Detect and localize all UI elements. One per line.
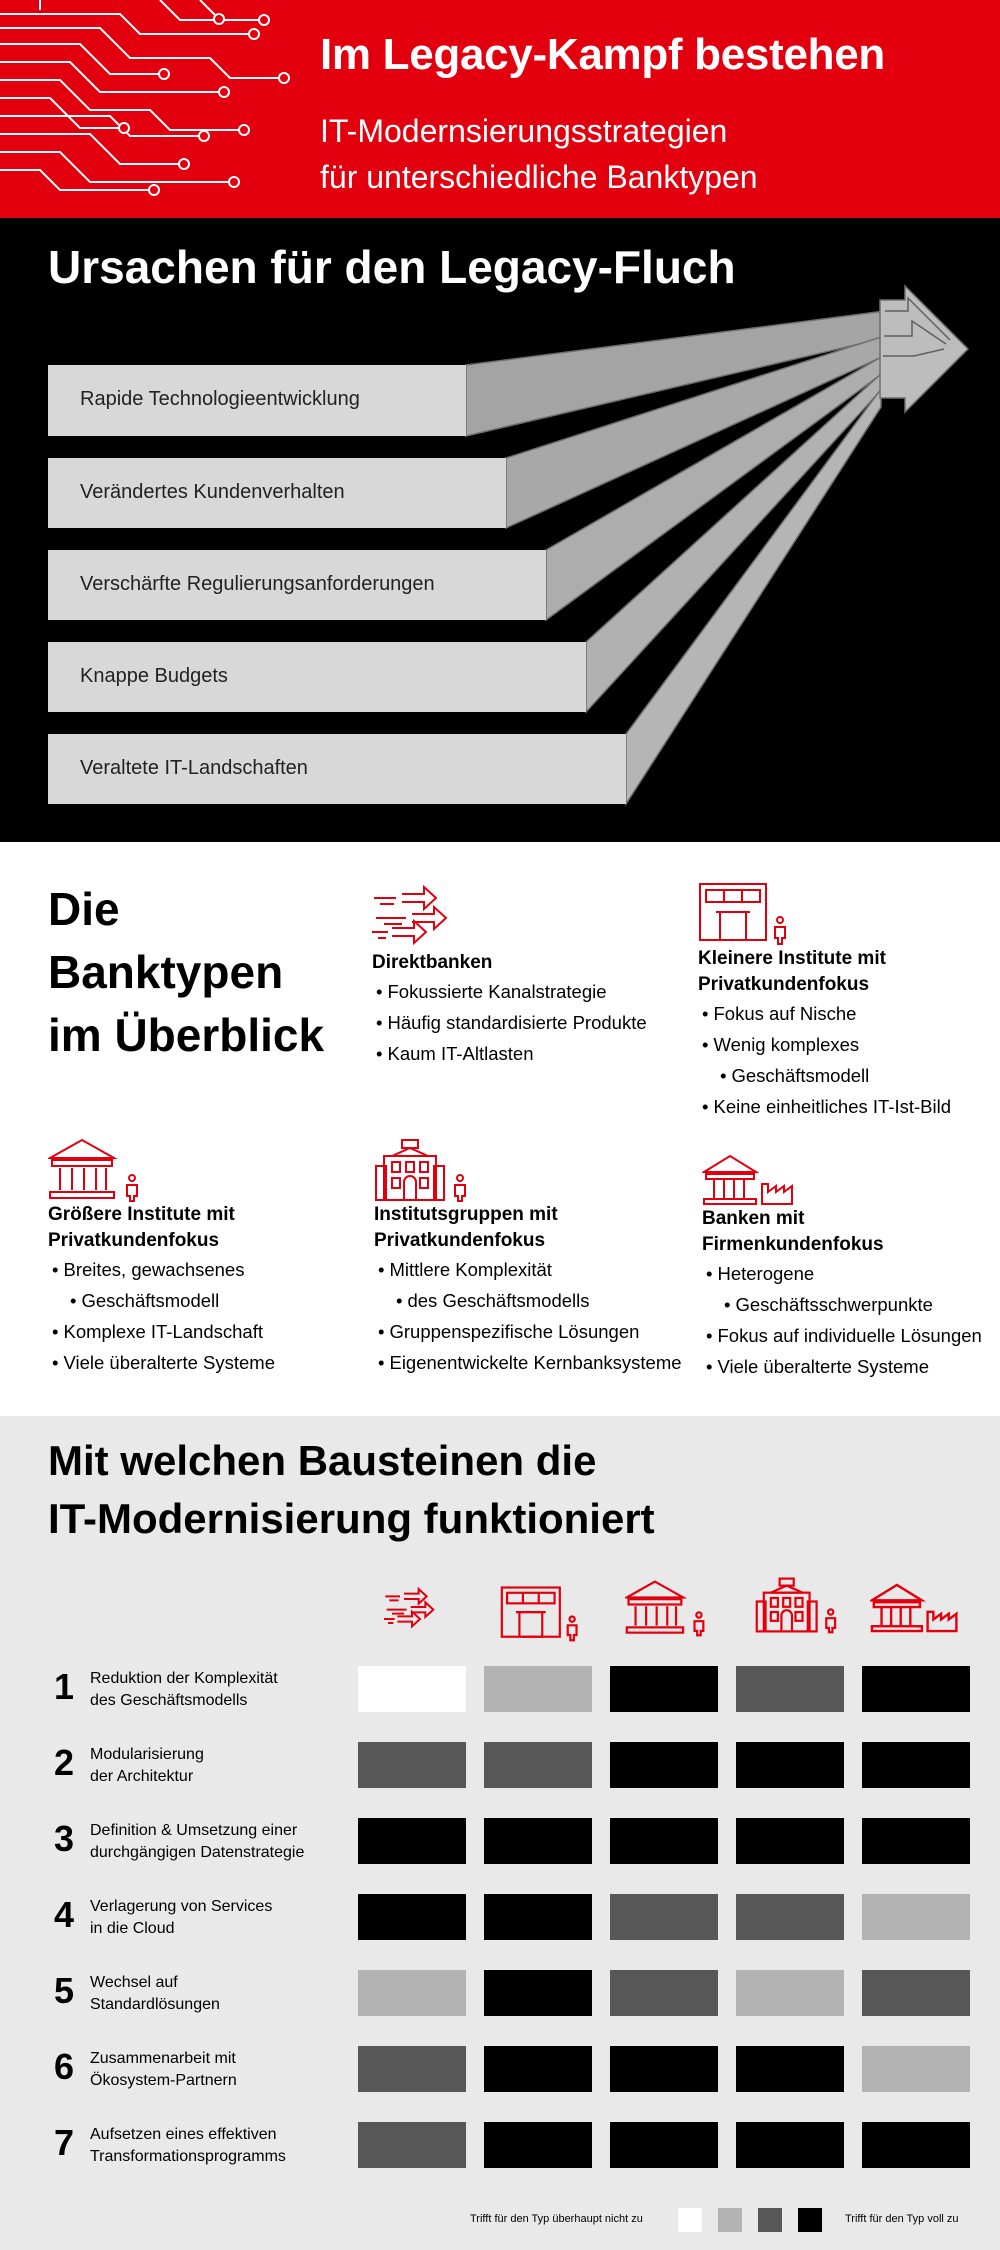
- rating-cell: [358, 1894, 466, 1940]
- rating-cell: [358, 1970, 466, 2016]
- row-label: [90, 1744, 204, 1788]
- rating-cell: [358, 1818, 466, 1864]
- small-branch-building-icon: [500, 1584, 588, 1642]
- row-label-line: Aufsetzen eines effektiven: [90, 2126, 277, 2143]
- bank-type-name-line: Banken mit: [702, 1208, 805, 1229]
- bank-type-card: [702, 1154, 1000, 1382]
- row-number: 5: [54, 1970, 75, 2011]
- rating-cell: [736, 1970, 844, 2016]
- building-blocks-title-line: IT-Modernisierung funktioniert: [48, 1495, 655, 1542]
- row-label-line: Definition & Umsetzung einer: [90, 1822, 298, 1839]
- rating-cell: [610, 1970, 718, 2016]
- bank-bullet-text: Geschäftsmodell: [731, 1065, 870, 1086]
- bank-bullet: • Komplexe IT-Landschaft: [48, 1316, 348, 1347]
- causes-title: Ursachen für den Legacy-Fluch: [48, 241, 736, 293]
- bank-bullet: • Wenig komplexes: [698, 1029, 998, 1060]
- cause-item: Knappe Budgets: [80, 665, 228, 687]
- rating-cell: [358, 1742, 466, 1788]
- bank-bullet: • Viele überalterte Systeme: [702, 1351, 1000, 1382]
- bank-type-name-line: Institutsgruppen mit: [374, 1204, 558, 1225]
- bank-type-card: [698, 880, 998, 1122]
- building-block-row: [0, 1818, 1000, 1864]
- bank-bullet-text: Geschäftsschwerpunkte: [735, 1294, 933, 1315]
- rating-cell: [736, 1742, 844, 1788]
- direct-bank-arrows-icon: [384, 1586, 444, 1632]
- building-blocks-title: [48, 1432, 655, 1548]
- bank-bullet-continuation: [374, 1285, 694, 1316]
- bank-bullet-text: Geschäftsmodell: [81, 1290, 220, 1311]
- rating-cell: [358, 2122, 466, 2168]
- bank-type-name-line: Privatkundenfokus: [698, 974, 870, 995]
- row-label: [90, 1668, 278, 1712]
- rating-cell: [484, 1970, 592, 2016]
- rating-cell: [610, 1818, 718, 1864]
- row-label-line: Ökosystem-Partnern: [90, 2072, 237, 2089]
- bank-types-title-line: Die: [48, 883, 120, 935]
- rating-cell: [862, 1970, 970, 2016]
- rating-cell: [862, 2122, 970, 2168]
- bank-bullet: • Kaum IT-Altlasten: [372, 1038, 672, 1069]
- legend-high-label: Trifft für den Typ voll zu: [845, 2213, 959, 2225]
- bank-type-card: [48, 1138, 348, 1378]
- building-block-row: [0, 1970, 1000, 2016]
- bank-bullet-continuation: [48, 1285, 348, 1316]
- building-block-row: [0, 2046, 1000, 2092]
- rating-cell: [610, 2122, 718, 2168]
- bank-factory-building-icon: [702, 1154, 802, 1206]
- row-number: 7: [54, 2122, 75, 2163]
- bank-type-name: [48, 1202, 348, 1254]
- causes-section: [0, 218, 1000, 842]
- building-block-row: [0, 2122, 1000, 2168]
- bank-types-title-line: Banktypen: [48, 946, 284, 998]
- rating-cell: [862, 1894, 970, 1940]
- rating-cell: [736, 1894, 844, 1940]
- building-block-row: [0, 1894, 1000, 1940]
- row-label: [90, 1896, 272, 1940]
- rating-cell: [484, 1818, 592, 1864]
- building-blocks-title-line: Mit welchen Bausteinen die: [48, 1437, 597, 1484]
- bank-bullet: • Häufig standardisierte Produkte: [372, 1007, 672, 1038]
- bank-types-title-line: im Überblick: [48, 1009, 325, 1061]
- rating-cell: [358, 1666, 466, 1712]
- cause-item: Veraltete IT-Landschaften: [80, 757, 308, 779]
- large-bank-building-icon: [625, 1578, 713, 1638]
- row-number: 2: [54, 1742, 75, 1783]
- bank-type-name-line: Größere Institute mit: [48, 1204, 235, 1225]
- bank-group-building-icon: [374, 1138, 474, 1202]
- cause-item: Rapide Technologieentwicklung: [80, 388, 360, 410]
- bank-bullet: • Heterogene: [702, 1258, 1000, 1289]
- row-label-line: Reduktion der Komplexität: [90, 1670, 278, 1687]
- cause-item: Verändertes Kundenverhalten: [80, 481, 345, 503]
- bank-bullet: • Mittlere Komplexität: [374, 1254, 694, 1285]
- direct-bank-arrows-icon: [372, 884, 462, 950]
- rating-cell: [484, 1666, 592, 1712]
- legend-swatch: [798, 2208, 822, 2232]
- row-label-line: des Geschäftsmodells: [90, 1692, 248, 1709]
- legend-low-label: Trifft für den Typ überhaupt nicht zu: [470, 2213, 643, 2225]
- bank-type-name: [702, 1206, 1000, 1258]
- bank-type-card: [372, 884, 672, 1069]
- row-label-line: in die Cloud: [90, 1920, 175, 1937]
- circuit-decoration-icon: [0, 0, 320, 218]
- large-bank-building-icon: [48, 1138, 148, 1202]
- legend-swatch: [758, 2208, 782, 2232]
- bank-bullet-continuation: [702, 1289, 1000, 1320]
- rating-cell: [610, 2046, 718, 2092]
- rating-cell: [862, 1742, 970, 1788]
- rating-cell: [736, 2046, 844, 2092]
- bank-type-card: [374, 1138, 694, 1378]
- bank-bullet: • Keine einheitliches IT-Ist-Bild: [698, 1091, 998, 1122]
- rating-cell: [610, 1894, 718, 1940]
- rating-cell: [862, 2046, 970, 2092]
- rating-cell: [736, 1818, 844, 1864]
- bank-bullet: • Eigenentwickelte Kernbanksysteme: [374, 1347, 694, 1378]
- bank-group-building-icon: [755, 1572, 843, 1638]
- bank-type-name: [698, 946, 998, 998]
- rating-cell: [862, 1818, 970, 1864]
- row-number: 3: [54, 1818, 75, 1859]
- row-label-line: Wechsel auf: [90, 1974, 178, 1991]
- legend-swatch: [718, 2208, 742, 2232]
- row-label-line: durchgängigen Datenstrategie: [90, 1844, 305, 1861]
- page-title: Im Legacy-Kampf bestehen: [320, 30, 885, 79]
- bank-bullet-text: des Geschäftsmodells: [407, 1290, 590, 1311]
- row-label-line: der Architektur: [90, 1768, 194, 1785]
- bank-bullet: • Breites, gewachsenes: [48, 1254, 348, 1285]
- rating-cell: [736, 1666, 844, 1712]
- bank-types-title: [48, 878, 324, 1067]
- bank-type-name: [374, 1202, 694, 1254]
- rating-cell: [484, 1894, 592, 1940]
- subtitle-line-2: für unterschiedliche Banktypen: [320, 159, 758, 195]
- bank-bullet: • Fokus auf Nische: [698, 998, 998, 1029]
- small-branch-building-icon: [698, 880, 798, 946]
- bank-types-section: [0, 842, 1000, 1416]
- bank-factory-building-icon: [870, 1582, 966, 1634]
- row-label: [90, 2124, 286, 2168]
- rating-cell: [484, 1742, 592, 1788]
- row-number: 1: [54, 1666, 75, 1707]
- rating-cell: [610, 1666, 718, 1712]
- bank-type-name: Direktbanken: [372, 952, 493, 973]
- row-label: [90, 1972, 220, 2016]
- row-label-line: Modularisierung: [90, 1746, 204, 1763]
- rating-cell: [610, 1742, 718, 1788]
- building-block-row: [0, 1666, 1000, 1712]
- bank-type-name-line: Firmenkundenfokus: [702, 1234, 884, 1255]
- rating-cell: [484, 2046, 592, 2092]
- bank-bullet: • Fokussierte Kanalstrategie: [372, 976, 672, 1007]
- building-blocks-section: [0, 1416, 1000, 2250]
- page-subtitle: [320, 108, 758, 200]
- bank-type-name-line: Privatkundenfokus: [374, 1230, 546, 1251]
- row-label: [90, 2048, 237, 2092]
- building-block-row: [0, 1742, 1000, 1788]
- header-banner: [0, 0, 1000, 218]
- row-number: 4: [54, 1894, 75, 1935]
- legend-swatch: [678, 2208, 702, 2232]
- rating-cell: [862, 1666, 970, 1712]
- bank-bullet: • Fokus auf individuelle Lösungen: [702, 1320, 1000, 1351]
- subtitle-line-1: IT-Modernsierungsstrategien: [320, 113, 728, 149]
- row-label-line: Verlagerung von Services: [90, 1898, 273, 1915]
- row-label-line: Transformationsprogramms: [90, 2148, 286, 2165]
- row-label: [90, 1820, 304, 1864]
- cause-item: Verschärfte Regulierungsanforderungen: [80, 573, 435, 595]
- causes-arrow-graphic: [0, 218, 1000, 842]
- row-label-line: Zusammenarbeit mit: [90, 2050, 236, 2067]
- rating-cell: [484, 2122, 592, 2168]
- bank-type-name-line: Kleinere Institute mit: [698, 948, 886, 969]
- bank-bullet-continuation: [698, 1060, 998, 1091]
- rating-cell: [736, 2122, 844, 2168]
- bank-bullet: • Gruppenspezifische Lösungen: [374, 1316, 694, 1347]
- rating-cell: [358, 2046, 466, 2092]
- row-label-line: Standardlösungen: [90, 1996, 220, 2013]
- bank-bullet: • Viele überalterte Systeme: [48, 1347, 348, 1378]
- bank-type-name-line: Privatkundenfokus: [48, 1230, 220, 1251]
- row-number: 6: [54, 2046, 75, 2087]
